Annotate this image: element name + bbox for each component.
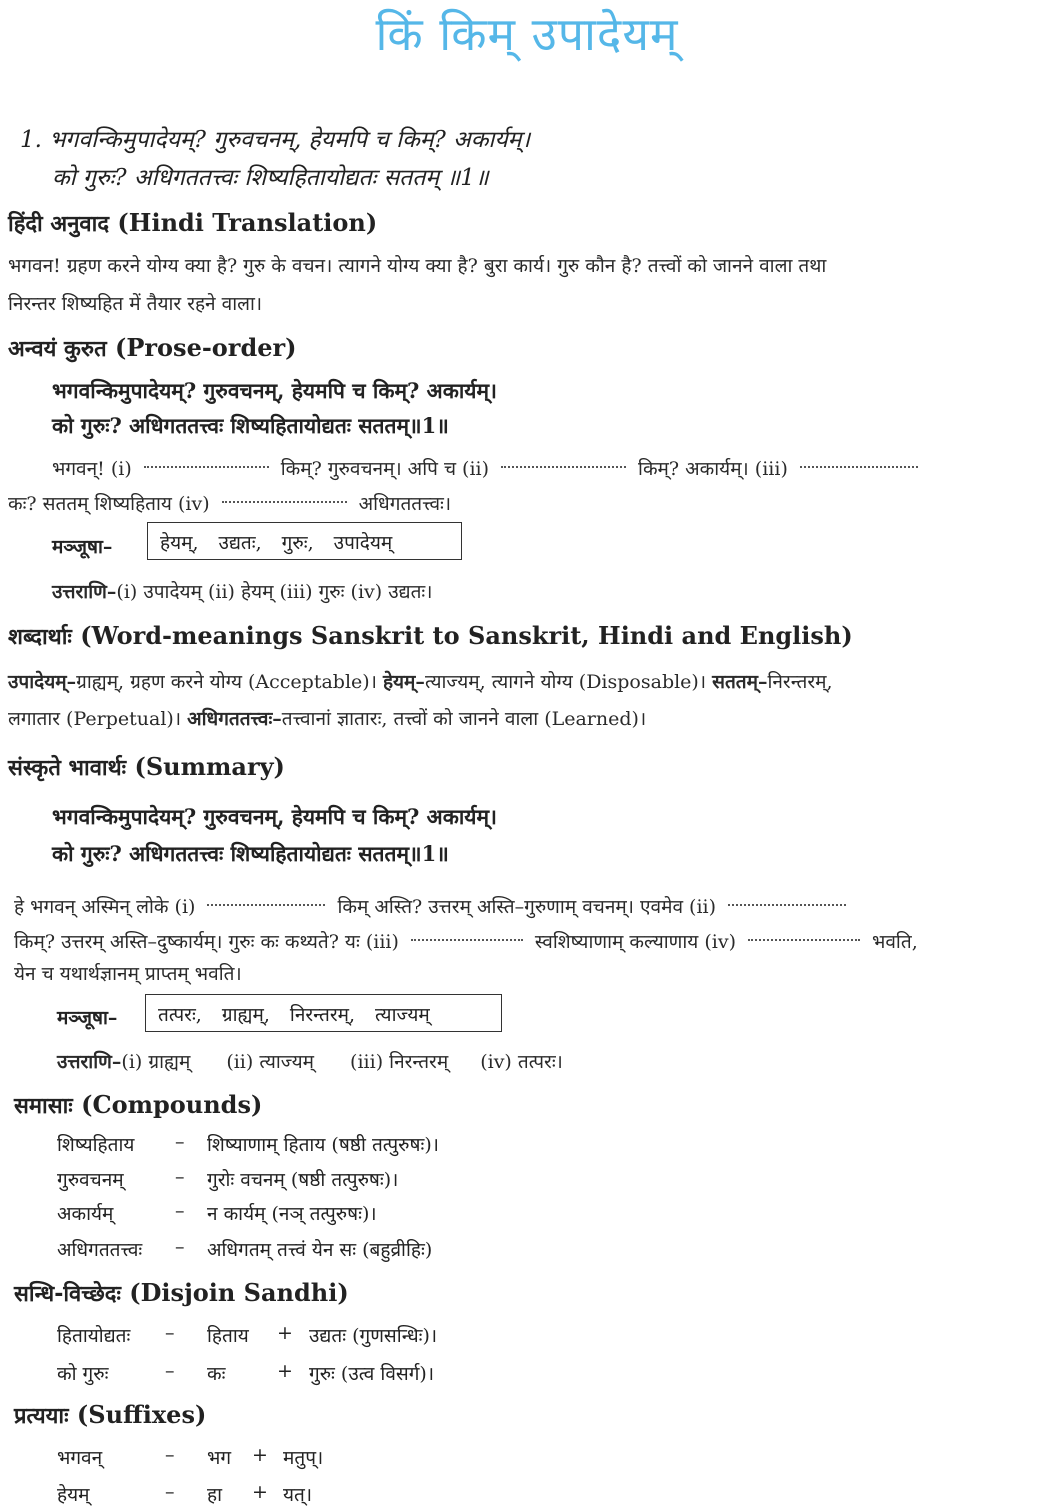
fill-text: किम्? अकार्यम्। (iii) xyxy=(638,458,788,480)
verse-line-1 xyxy=(20,122,530,154)
compound-meaning: न कार्यम् (नञ् तत्पुरुषः)। xyxy=(207,1203,377,1225)
prose-verse-line-1: भगवन्किमुपादेयम्? गुरुवचनम्, हेयमपि च किम्? अकार्यम्। xyxy=(52,378,497,403)
term: उपादेयम्– xyxy=(8,671,77,693)
verse-text-1: भगवन्किमुपादेयम्? गुरुवचनम्, हेयमपि च किम्? अकार्यम्। xyxy=(49,127,531,153)
sandhi-word: हितायोद्यतः xyxy=(57,1325,131,1347)
blank-line xyxy=(144,458,269,468)
page-title: किं किम् उपादेयम् xyxy=(375,7,679,61)
compound-word: गुरुवचनम् xyxy=(57,1169,124,1191)
compounds-heading xyxy=(14,1090,262,1120)
plus: + xyxy=(252,1444,268,1466)
sandhi-part: कः xyxy=(207,1363,226,1385)
plus: + xyxy=(277,1360,293,1382)
blank-line xyxy=(411,931,523,941)
summary-para-line-1 xyxy=(14,893,858,919)
meaning: तत्त्वानां ज्ञातारः, तत्त्वों को जानने वाला (Learned)। xyxy=(281,708,647,730)
blank-line xyxy=(728,896,846,906)
fill-text: भगवन्! (i) xyxy=(52,458,132,480)
suffixes-heading xyxy=(14,1400,206,1430)
prose-answers xyxy=(52,578,432,604)
dash: – xyxy=(175,1131,185,1153)
heading-dev: सन्धि-विच्छेदः xyxy=(14,1282,121,1307)
heading-dev: संस्कृते भावार्थः xyxy=(8,756,127,781)
heading-en: (Disjoin Sandhi) xyxy=(129,1278,349,1307)
summary-answers xyxy=(57,1048,563,1074)
answers-label: उत्तराणि– xyxy=(52,581,117,603)
term: हेयम्– xyxy=(382,671,425,693)
term: सततम्– xyxy=(712,671,768,693)
verse-number: 1. xyxy=(20,127,42,153)
suffix-part: हा xyxy=(207,1484,223,1506)
blank-line xyxy=(222,493,347,503)
heading-en: (Suffixes) xyxy=(76,1400,207,1429)
summary-verse-line-1: भगवन्किमुपादेयम्? गुरुवचनम्, हेयमपि च किम्? अकार्यम्। xyxy=(52,804,497,829)
meaning: निरन्तरम्, xyxy=(767,671,833,693)
blank-line xyxy=(748,931,860,941)
para-text: भवति, xyxy=(872,931,918,953)
answers-text: (i) उपादेयम् (ii) हेयम् (iii) गुरुः (iv) उद्यतः। xyxy=(116,581,433,603)
word-box: हेयम्, उद्यतः, गुरुः, उपादेयम् xyxy=(147,522,462,560)
prose-fill-line-2 xyxy=(8,490,451,516)
compound-word: अकार्यम् xyxy=(57,1203,114,1225)
word-meanings-heading xyxy=(8,621,853,651)
manjusha-label: मञ्जूषा– xyxy=(57,1007,118,1029)
heading-en: (Hindi Translation) xyxy=(117,208,378,237)
hindi-translation-heading xyxy=(8,208,377,238)
meaning: ग्राह्यम्, ग्रहण करने योग्य (Acceptable)। xyxy=(76,671,377,693)
meaning: लगातार (Perpetual)। xyxy=(8,708,182,730)
answers-label: उत्तराणि– xyxy=(57,1051,122,1073)
term: अधिगततत्त्वः– xyxy=(187,708,282,730)
summary-para-line-3: येन च यथार्थज्ञानम् प्राप्तम् भवति। xyxy=(14,963,242,985)
answer: (ii) त्याज्यम् xyxy=(226,1051,315,1073)
suffix-part: भग xyxy=(207,1447,232,1469)
summary-para-line-2 xyxy=(14,928,918,954)
para-text: किम् अस्ति? उत्तरम् अस्ति–गुरुणाम् वचनम्। एवमेव (ii) xyxy=(337,896,717,918)
plus: + xyxy=(277,1322,293,1344)
summary-heading xyxy=(8,752,285,782)
suffix-word: हेयम् xyxy=(57,1484,90,1506)
para-text: स्वशिष्याणाम् कल्याणाय (iv) xyxy=(534,931,737,953)
hindi-translation-line-2: निरन्तर शिष्यहित में तैयार रहने वाला। xyxy=(8,293,263,315)
heading-dev: प्रत्ययाः xyxy=(14,1404,69,1429)
summary-verse-line-2: को गुरुः? अधिगततत्त्वः शिष्यहितायोद्यतः सततम्॥1॥ xyxy=(52,841,449,866)
prose-verse-line-2: को गुरुः? अधिगततत्त्वः शिष्यहितायोद्यतः सततम्॥1॥ xyxy=(52,413,449,438)
heading-en: (Summary) xyxy=(134,752,285,781)
heading-dev: शब्दार्थाः xyxy=(8,625,72,650)
prose-fill-line-1 xyxy=(52,455,930,481)
para-text: हे भगवन् अस्मिन् लोके (i) xyxy=(14,896,196,918)
dash: – xyxy=(165,1322,175,1344)
heading-dev: हिंदी अनुवाद xyxy=(8,212,110,237)
word-meanings-line-2 xyxy=(8,705,646,731)
dash: – xyxy=(165,1481,175,1503)
dash: – xyxy=(165,1360,175,1382)
answer: (i) ग्राह्यम् xyxy=(121,1051,191,1073)
suffix-part: मतुप्। xyxy=(283,1447,324,1469)
plus: + xyxy=(252,1481,268,1503)
hindi-translation-line-1: भगवन! ग्रहण करने योग्य क्या है? गुरु के वचन। त्यागने योग्य क्या है? बुरा कार्य। गुरु कौन है? तत्त्वों को जानने वाला तथा xyxy=(8,255,827,277)
compound-word: अधिगततत्त्वः xyxy=(57,1239,143,1261)
dash: – xyxy=(175,1200,185,1222)
dash: – xyxy=(175,1166,185,1188)
compound-meaning: शिष्याणाम् हिताय (षष्ठी तत्पुरुषः)। xyxy=(207,1134,439,1156)
fill-text: कः? सततम् शिष्यहिताय (iv) xyxy=(8,493,210,515)
heading-en: (Compounds) xyxy=(81,1090,263,1119)
word-box: तत्परः, ग्राह्यम्, निरन्तरम्, त्याज्यम् xyxy=(145,994,502,1032)
suffix-word: भगवन् xyxy=(57,1447,103,1469)
blank-line xyxy=(800,458,918,468)
prose-order-heading xyxy=(8,333,297,363)
fill-text: अधिगततत्त्वः। xyxy=(358,493,452,515)
compound-meaning: अधिगतम् तत्त्वं येन सः (बहुव्रीहिः) xyxy=(207,1239,433,1261)
answer: (iii) निरन्तरम् xyxy=(350,1051,449,1073)
sandhi-word: को गुरुः xyxy=(57,1363,109,1385)
sandhi-part: हिताय xyxy=(207,1325,249,1347)
para-text: किम्? उत्तरम् अस्ति–दुष्कार्यम्। गुरुः कः कथ्यते? यः (iii) xyxy=(14,931,399,953)
manjusha-label: मञ्जूषा– xyxy=(52,536,113,558)
fill-text: किम्? गुरुवचनम्। अपि च (ii) xyxy=(280,458,490,480)
sandhi-part: गुरुः (उत्व विसर्ग)। xyxy=(309,1363,435,1385)
dash: – xyxy=(165,1444,175,1466)
heading-dev: अन्वयं कुरुत xyxy=(8,337,107,362)
answer: (iv) तत्परः। xyxy=(480,1051,563,1073)
verse-line-2: को गुरुः? अधिगततत्त्वः शिष्यहितायोद्यतः सततम् ॥1॥ xyxy=(52,165,489,191)
heading-en: (Word-meanings Sanskrit to Sanskrit, Hindi and English) xyxy=(80,621,853,650)
sandhi-part: उद्यतः (गुणसन्धिः)। xyxy=(309,1325,438,1347)
blank-line xyxy=(207,896,325,906)
heading-en: (Prose-order) xyxy=(115,333,297,362)
suffix-part: यत्। xyxy=(283,1484,313,1506)
blank-line xyxy=(501,458,626,468)
heading-dev: समासाः xyxy=(14,1094,73,1119)
word-meanings-line-1 xyxy=(8,668,833,694)
compound-word: शिष्यहिताय xyxy=(57,1134,135,1156)
meaning: त्याज्यम्, त्यागने योग्य (Disposable)। xyxy=(424,671,707,693)
compound-meaning: गुरोः वचनम् (षष्ठी तत्पुरुषः)। xyxy=(207,1169,399,1191)
sandhi-heading xyxy=(14,1278,349,1308)
dash: – xyxy=(175,1236,185,1258)
